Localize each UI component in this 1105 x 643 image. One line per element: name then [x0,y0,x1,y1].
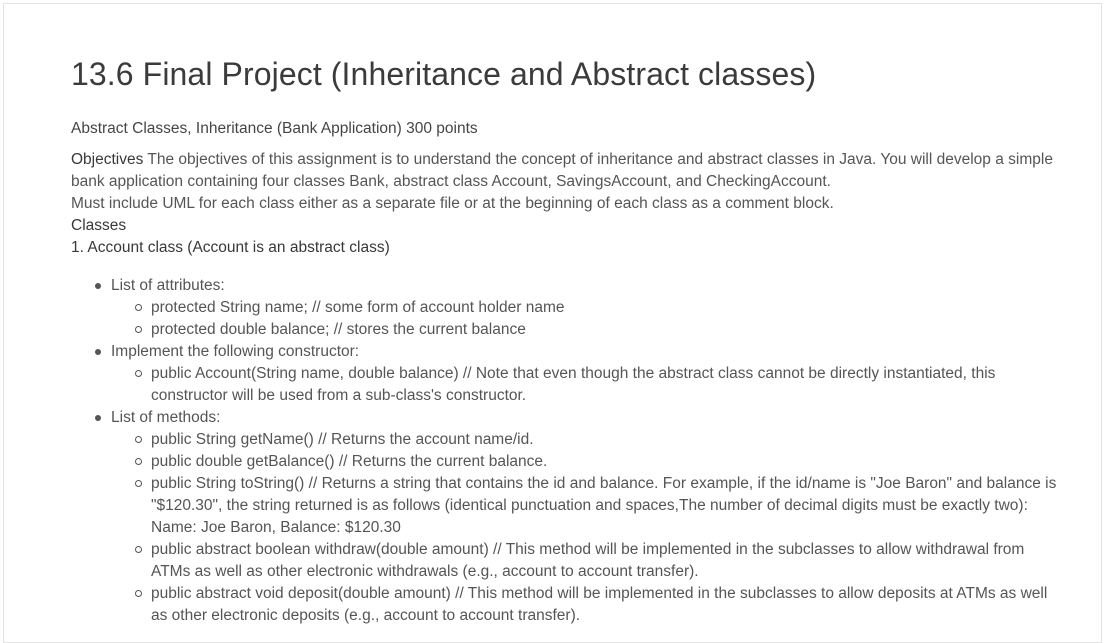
bullet-circle [135,436,142,443]
list-item [111,319,1061,341]
classes-heading: Classes [71,217,127,234]
list-item-constructor [71,341,1061,407]
list-item [111,539,1061,583]
attributes-list [111,297,1061,341]
bullet-disc [95,415,101,421]
item-text: protected double balance; // stores the current balance [151,321,526,338]
account-class-heading: 1. Account class (Account is an abstract class) [71,239,390,256]
list-item [111,363,1061,407]
objectives-text: The objectives of this assignment is to understand the concept of inheritance and abstract classes in Java. You will develop a simple bank application containing four classes Bank, abstract class Account, SavingsAccount, and CheckingAccount. [71,151,1053,190]
bullet-circle [135,326,142,333]
objectives-paragraph [71,149,1061,193]
item-text: public abstract void deposit(double amount) // This method will be implemented in the subclasses to allow deposits at ATMs as well as other electronic deposits (e.g., account to account transfer). [151,585,1048,624]
item-text: public abstract boolean withdraw(double amount) // This method will be implemented in the subclasses to allow withdrawal from ATMs as well as other electronic withdrawals (e.g., account to account transfer). [151,541,1025,580]
uml-note: Must include UML for each class either as a separate file or at the beginning of each class as a comment block. [71,195,834,212]
list-item [111,297,1061,319]
item-text: public String toString() // Returns a string that contains the id and balance. For example, if the id/name is "Joe Baron" and balance is "$120.30", the string returned is as follows (identical punctuation and spaces,The number of decimal digits must be exactly two): Name: Joe Baron, Balance: $120.30 [151,475,1057,536]
section-label: List of attributes: [111,277,225,294]
intro-block [71,149,1061,259]
item-text: public String getName() // Returns the account name/id. [151,431,534,448]
objectives-label: Objectives [71,151,144,168]
item-text: public Account(String name, double balance) // Note that even though the abstract class cannot be directly instantiated, this constructor will be used from a sub-class's constructor. [151,365,996,404]
section-label: List of methods: [111,409,221,426]
bullet-disc [95,283,101,289]
methods-list [111,429,1061,627]
page-title: 13.6 Final Project (Inheritance and Abstract classes) [71,56,817,92]
list-item [111,583,1061,627]
item-text: protected String name; // some form of account holder name [151,299,565,316]
bullet-circle [135,546,142,553]
list-item-attributes [71,275,1061,341]
account-spec-list [71,275,1061,627]
item-text: public double getBalance() // Returns the current balance. [151,453,548,470]
assignment-subtitle: Abstract Classes, Inheritance (Bank Application) 300 points [71,120,478,137]
bullet-circle [135,370,142,377]
bullet-circle [135,458,142,465]
list-item [111,473,1061,539]
bullet-disc [95,349,101,355]
bullet-circle [135,590,142,597]
bullet-circle [135,304,142,311]
bullet-circle [135,480,142,487]
constructor-list [111,363,1061,407]
list-item-methods [71,407,1061,627]
section-label: Implement the following constructor: [111,343,360,360]
list-item [111,451,1061,473]
document-frame [3,3,1102,643]
list-item [111,429,1061,451]
